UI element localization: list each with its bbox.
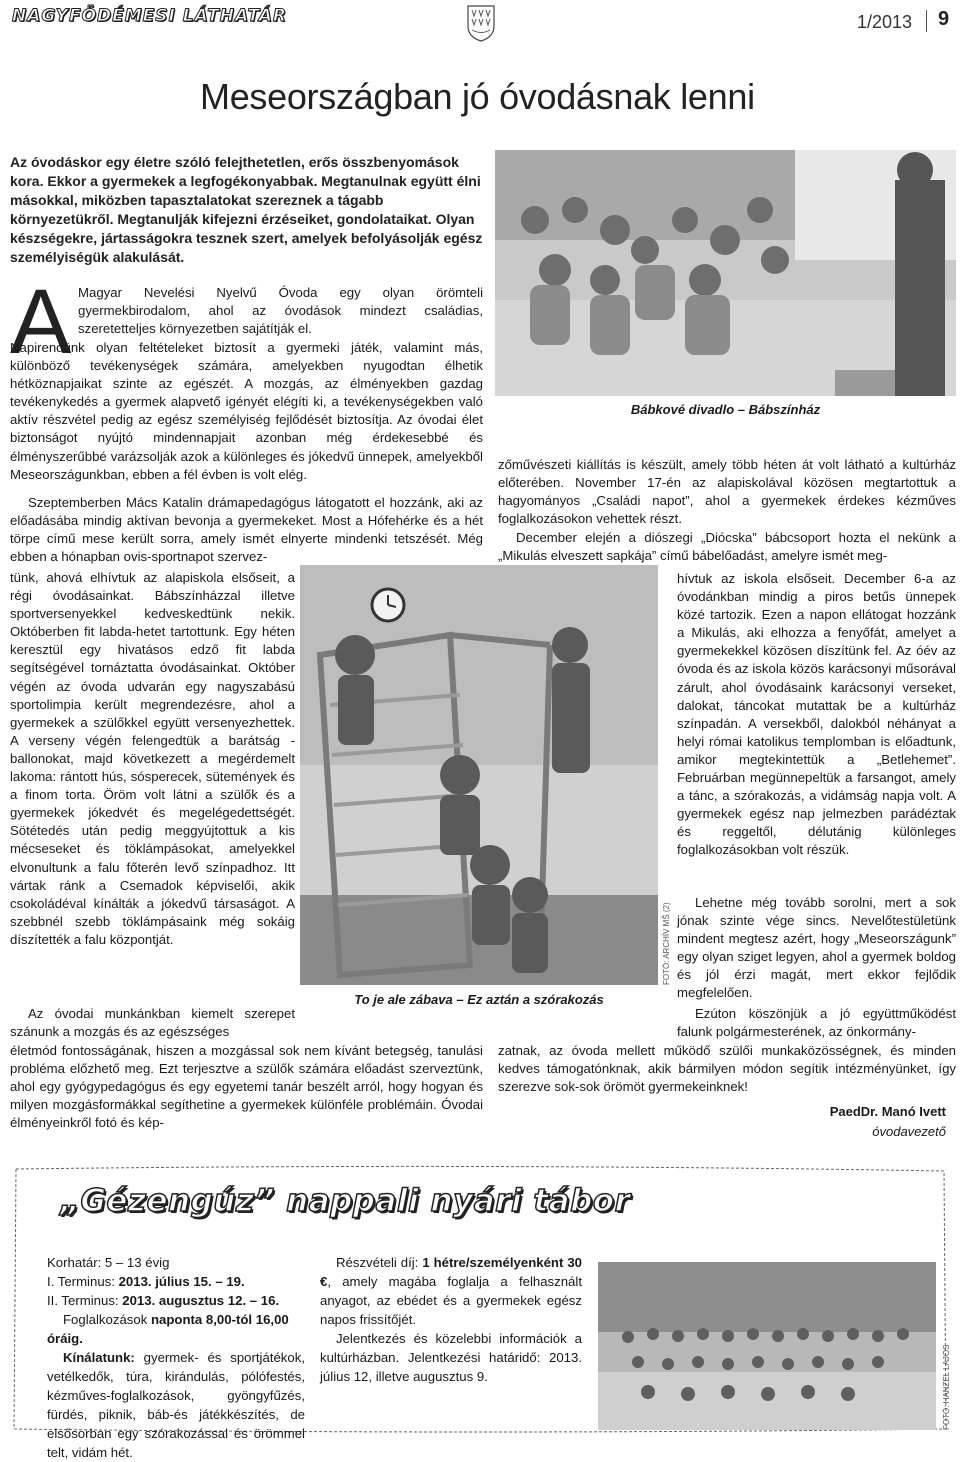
right-paragraph-6 xyxy=(498,1042,956,1096)
header-divider xyxy=(926,10,927,32)
body-text-1: Napirendünk olyan feltételeket biztosít a gyermeki játék, valamint más, különböző tevékenységek számára, amelyekben nyugodtan élhetik hétköznapjaikat szinte az egészét. A mozgás, az élményekben gazdag tevékenykedés a gyermek alapvető igényét elégíti ki, a tevékenységekben való aktív részvétel pedig az egész személyiség fejlődését biztosítja. Az óvodai élet biztonságot nyújtó mindennapjait azonban még érdekesebbé és élményszerűbbé varázsolják azok a különleges és jókedvű ünnepek, amelyekből Meseországunkban, ebben a fél évben is volt elég. xyxy=(10,340,483,482)
body-paragraph-2-narrow xyxy=(10,569,295,949)
body-paragraph-3 xyxy=(10,1005,295,1041)
camp-photo-credit: FOTÓ: HANZEL LAJOS xyxy=(942,1344,951,1430)
camp-term-2: II. Terminus: 2013. augusztus 12. – 16. xyxy=(47,1293,280,1308)
camp-title: „Gézengúz” nappali nyári tábor xyxy=(60,1183,631,1219)
right-paragraph-4 xyxy=(677,894,956,1003)
signature-role: óvodavezető xyxy=(872,1124,946,1139)
camp-fee: Részvételi díj: 1 hétre/személyenként 30 €, amely magába foglalja a felhasznált anyagot, az ebédet és a gyermekek egész napos frissítőjét. xyxy=(320,1255,582,1327)
coat-of-arms-icon xyxy=(466,4,496,42)
intro-text: Magyar Nevelési Nyelvű Óvoda egy olyan örömteli gyermekbirodalom, ahol az óvodások mindezt családias, szeretetteljes környezetben sajátítják el. xyxy=(78,285,483,337)
camp-info-left xyxy=(47,1253,305,1462)
right-text-1: zőművészeti kiállítás is készült, amely több héten át volt látható a kultúrház előterében. November 17-én az alapiskolával közösen megtartottuk a hagyományos „Családi napot”, ahol a gyermekek érdekes kézműves foglalkozásokon vehettek részt. xyxy=(498,457,956,527)
right-text-6: zatnak, az óvoda mellett működő szülői munkaközösségnek, és minden kedves támogatónknak, akik bármilyen módon segítik intézményünket, így szerezve sok-sok örömöt gyermekeinknek! xyxy=(498,1043,956,1095)
puppet-theatre-photo xyxy=(495,150,956,396)
right-paragraph-1 xyxy=(498,456,956,528)
camp-apply: Jelentkezés és közelebbi információk a kultúrházban. Jelentkezési határidő: 2013. július 12, illetve augusztus 9. xyxy=(320,1331,582,1384)
photo-caption-puppet: Bábkové divadlo – Bábszínház xyxy=(630,402,821,417)
body-text-2: Szeptemberben Mács Katalin drámapedagógus látogatott el hozzánk, aki az előadásába mindig aktívan bevonja a gyermekeket. Most a Hófehérke és a hét törpe című mese került sorra, amely ismét elnyerte mindenki tetszését. Még ebben a hónapban ovis-sportnapot szervez- xyxy=(10,495,483,565)
right-paragraph-2 xyxy=(498,529,956,565)
camp-sessions: Foglalkozások naponta 8,00-tól 16,00 óráig. xyxy=(47,1312,289,1346)
photo-credit: FOTÓ: ARCHÍV MŠ (2) xyxy=(662,902,671,985)
body-paragraph-2 xyxy=(10,494,483,566)
right-text-2: December elején a diószegi „Diócska” bábcsoport hozta el nekünk a „Mikulás elveszett sapkája” című bábelőadást, amelyre ismét meg- xyxy=(498,530,956,564)
body-paragraph-3-wide xyxy=(10,1042,483,1132)
right-paragraph-5 xyxy=(677,1005,956,1041)
right-text-4: Lehetne még tovább sorolni, mert a sok jónak szinte vége sincs. Nevelőtestületünk mindent megtesz azért, hogy „Meseországunk” egy olyan sziget legyen, ahol a gyermek boldog és jól érzi magát, mert ekkor fejlődik megfelelően. xyxy=(677,895,956,1001)
climbing-frame-photo xyxy=(300,565,658,985)
right-text-5: Ezúton köszönjük a jó együttműködést falunk polgármesterének, az önkormány- xyxy=(677,1006,956,1040)
body-text-3b: életmód fontosságának, hiszen a mozgással sok nem kívánt betegség, tanulási probléma előzhető meg. Ezt terjesztve a szülők számára előadást szerveztünk, ahol egy gyógypedagógus és egy egyetemi tanár beszélt arról, hogy hogyan és milyen mozgásformákkal segíthetine a gyermekek különféle problémáin. Óvodai élményeinkről fotó és kép- xyxy=(10,1043,483,1131)
drop-cap: A xyxy=(10,271,72,373)
article-title: Meseországban jó óvodásnak lenni xyxy=(200,76,755,117)
camp-offer: Kínálatunk: gyermek- és sportjátékok, vetélkedők, túra, kirándulás, pólófestés, kézműves-foglalkozások, gyöngyfűzés, fürdés, piknik, báb-és játékkészítés, de elsősorban egy szórakozással és örömmel telt, vidám hét. xyxy=(47,1350,305,1460)
signature-name: PaedDr. Manó Ivett xyxy=(829,1104,946,1119)
body-text-3: Az óvodai munkánkban kiemelt szerepet szánunk a mozgás és az egészséges xyxy=(10,1006,295,1040)
page-number: 9 xyxy=(938,8,950,30)
camp-age: Korhatár: 5 – 13 évig xyxy=(47,1255,170,1270)
camp-group-photo xyxy=(598,1262,936,1430)
article-lead: Az óvodáskor egy életre szóló felejthetetlen, erős összbenyomások kora. Ekkor a gyermekek a legfogékonyabbak. Megtanulnak együtt élni másokkal, miközben tapasztalatokat szereznek a tágabb környezetükről. Megtanulják kifejezni érzéseiket, gondolataikat. Olyan készségekre, jártasságokra tesznek szert, amelyek befolyásolják egész személyiségük alakulását. xyxy=(10,154,483,265)
masthead: NAGYFÖDÉMESI LÁTHATÁR xyxy=(12,6,288,26)
camp-term-1: I. Terminus: 2013. július 15. – 19. xyxy=(47,1274,245,1289)
body-paragraph-intro xyxy=(78,284,483,338)
body-paragraph-1 xyxy=(10,339,483,484)
issue-number: 1/2013 xyxy=(856,12,912,32)
right-text-3: hívtuk az iskola elsőseit. December 6-a az óvodánkban mindig a piros betűs ünnepek közé tartozik. Ezen a napon ellátogat hozzánk a Mikulás, aki elhozza a fenyőfát, amelyet a gyermekekkel közösen díszítünk fel. Az óév az óvoda és az iskola közös karácsonyi műsorával zárult, ahol óvodásaink karácsonyi verseket, dalokat, táncokat mutattak be a kultúrház színpadán. A versekből, dalokból néhányat a helyi római katolikus templomban is előadtunk, amikor megtekintettük a „Betlehemet”. Februárban megünnepeltük a farsangot, amely a tánc, a szórakozás, a vidámság napja volt. A gyermekek egész nap jelmezben parádéztak és reggeltől, délutánig különleges foglalkozásokban volt részük. xyxy=(677,571,956,858)
body-text-2b: tünk, ahová elhívtuk az alapiskola elsőseit, a régi óvodásainkat. Bábszínházzal illetve sportversenyekkel kedveskedtünk nekik. Októberben fit labda-hetet tartottunk. Egy héten keresztül egy hivatásos edző fit labda segítségével tornáztatta óvodásainkat. Október végén az óvoda udvarán egy nagyszabású sportolimpia került megrendezésre, ahol a gyermekek a szülőkkel együtt versenyezhettek. A verseny végén felengedtük a barátság - ballonokat, majd következett a megérdemelt lakoma: rántott hús, sósperecek, sütemények és a finom torta. Öröm volt látni a szülők és a gyermekek jókedvét és megelégedettségét. Sötétedés után pedig meggyújtottuk a kis mécseseket és töklámpásokat, amelyekkel elvonultunk a falu főterén levő színpadhoz. Itt vártak ránk a Csemadok képviselői, akik csokoládéval kínálták a jókedvű társaságot. A szebbnél szebb töklámpásaink még sokáig díszítették a falu központját. xyxy=(10,570,295,947)
right-paragraph-3 xyxy=(677,570,956,860)
camp-info-right xyxy=(320,1253,582,1386)
photo-caption-climbing: To je ale zábava – Ez aztán a szórakozás xyxy=(354,992,604,1007)
